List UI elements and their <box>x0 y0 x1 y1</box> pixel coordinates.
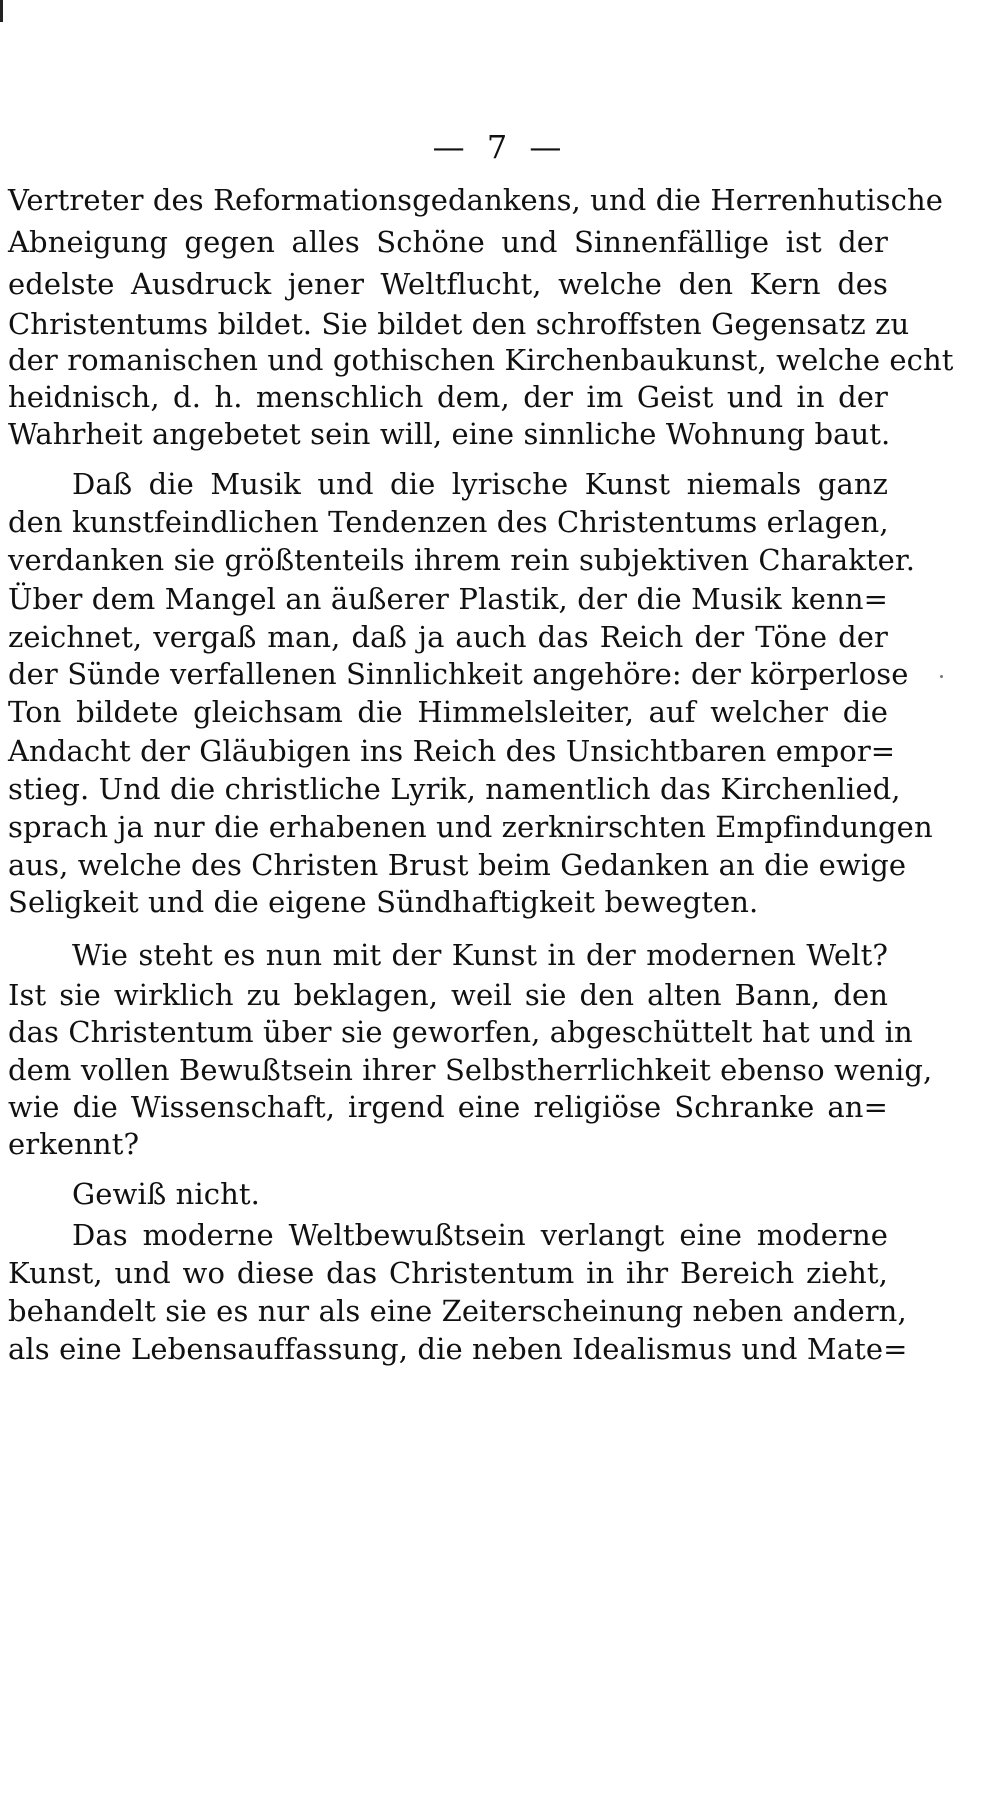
scan-speck <box>940 675 943 678</box>
text-line: zeichnet, vergaß man, daß ja auch das Reich der Töne der <box>8 620 888 654</box>
text-line: der romanischen und gothischen Kirchenbaukunst, welche echt <box>8 343 954 377</box>
text-line: dem vollen Bewußtsein ihrer Selbstherrlichkeit ebenso wenig, <box>8 1053 933 1087</box>
text-line: Christentums bildet. Sie bildet den schroffsten Gegensatz zu <box>8 307 910 341</box>
text-line: Ton bildete gleichsam die Himmelsleiter, auf welcher die <box>8 695 888 729</box>
text-line: den kunstfeindlichen Tendenzen des Christentums erlagen, <box>8 505 889 539</box>
text-line: Andacht der Gläubigen ins Reich des Unsichtbaren empor= <box>8 734 896 768</box>
text-line: Abneigung gegen alles Schöne und Sinnenfällige ist der <box>8 225 888 259</box>
text-line: stieg. Und die christliche Lyrik, namentlich das Kirchenlied, <box>8 772 901 806</box>
text-line: sprach ja nur die erhabenen und zerknirschten Empfindungen <box>8 810 933 844</box>
text-line: Über dem Mangel an äußerer Plastik, der die Musik kenn= <box>8 582 888 616</box>
text-line: edelste Ausdruck jener Weltflucht, welche den Kern des <box>8 267 888 301</box>
text-line: der Sünde verfallenen Sinnlichkeit angehöre: der körperlose <box>8 657 909 691</box>
text-line: Ist sie wirklich zu beklagen, weil sie den alten Bann, den <box>8 978 888 1012</box>
text-line: Kunst, und wo diese das Christentum in ihr Bereich zieht, <box>8 1256 888 1290</box>
paragraph-first-line: Daß die Musik und die lyrische Kunst niemals ganz <box>72 467 888 501</box>
text-line: behandelt sie es nur als eine Zeiterscheinung neben andern, <box>8 1294 907 1328</box>
text-line: wie die Wissenschaft, irgend eine religiöse Schranke an= <box>8 1090 888 1124</box>
text-line: Vertreter des Reformationsgedankens, und die Herrenhutische <box>8 183 944 217</box>
text-line: Wahrheit angebetet sein will, eine sinnliche Wohnung baut. <box>8 417 891 451</box>
text-line: Seligkeit und die eigene Sündhaftigkeit bewegten. <box>8 885 759 919</box>
text-line: das Christentum über sie geworfen, abgeschüttelt hat und in <box>8 1015 913 1049</box>
text-line: als eine Lebensauffassung, die neben Idealismus und Mate= <box>8 1332 908 1366</box>
paragraph-first-line: Wie steht es nun mit der Kunst in der modernen Welt? <box>72 938 888 972</box>
paragraph-first-line: Das moderne Weltbewußtsein verlangt eine moderne <box>72 1218 888 1252</box>
scan-edge-mark <box>0 0 3 22</box>
text-line: verdanken sie größtenteils ihrem rein subjektiven Charakter. <box>8 543 916 577</box>
text-line: aus, welche des Christen Brust beim Gedanken an die ewige <box>8 848 907 882</box>
paragraph-first-line: Gewiß nicht. <box>72 1177 260 1211</box>
text-line: erkennt? <box>8 1127 140 1161</box>
text-line: heidnisch, d. h. menschlich dem, der im Geist und in der <box>8 380 888 414</box>
page-number: — 7 — <box>432 128 568 166</box>
